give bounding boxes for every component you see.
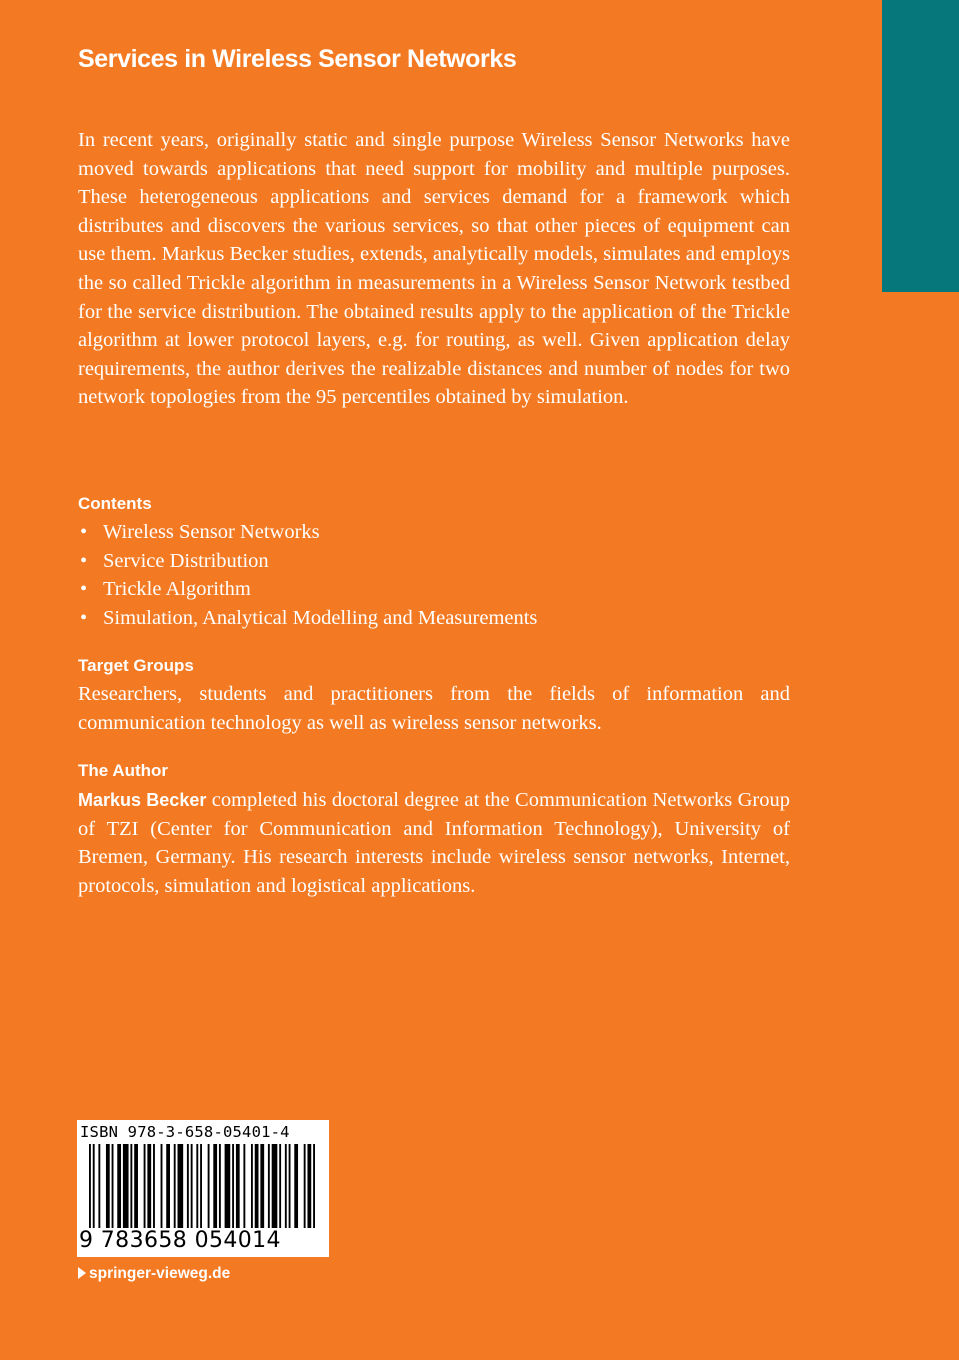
barcode-bar bbox=[285, 1144, 287, 1228]
barcode-bar bbox=[268, 1144, 270, 1228]
barcode-bar bbox=[243, 1144, 245, 1228]
barcode-bar bbox=[255, 1144, 259, 1228]
barcode-bar bbox=[289, 1144, 291, 1228]
list-item: • Service Distribution bbox=[78, 547, 790, 576]
author-heading: The Author bbox=[78, 761, 169, 780]
barcode-bar bbox=[213, 1144, 217, 1228]
barcode-bar bbox=[272, 1144, 278, 1228]
barcode-bar bbox=[134, 1144, 138, 1228]
barcode-bar bbox=[98, 1144, 100, 1228]
bullet-icon: • bbox=[80, 521, 88, 543]
isbn-barcode bbox=[77, 1120, 329, 1257]
barcode-bar bbox=[313, 1144, 315, 1228]
bullet-icon: • bbox=[80, 606, 88, 629]
barcode-bar bbox=[304, 1144, 306, 1228]
barcode-bar bbox=[166, 1144, 170, 1228]
barcode-bar bbox=[191, 1144, 193, 1228]
contents-list bbox=[78, 518, 790, 632]
barcode-bar bbox=[225, 1144, 231, 1228]
barcode-bar bbox=[123, 1144, 129, 1228]
bullet-icon: • bbox=[80, 549, 88, 572]
barcode-bar bbox=[93, 1144, 95, 1228]
barcode-bar bbox=[187, 1144, 189, 1228]
barcode-bar bbox=[161, 1144, 163, 1228]
barcode-bar bbox=[294, 1144, 298, 1228]
author-bio-text: completed his doctoral degree at the Communication Networks Group of TZI (Center for Communication and Information Technology), University of Bremen, Germany. His research interests include wireless sensor networks, Internet, protocols, simulation and logistical applications. bbox=[78, 789, 790, 897]
target-groups-heading: Target Groups bbox=[78, 656, 194, 675]
publisher-link[interactable]: springer-vieweg.de bbox=[78, 1264, 230, 1284]
abstract-paragraph: In recent years, originally static and single purpose Wireless Sensor Networks have moved towards applications that need support for mobility and multiple purposes. These heterogeneous applications and services demand for a framework which distributes and discovers the various services, so that other pieces of equipment can use them. Markus Becker studies, extends, analytically models, simulates and employs the so called Trickle algorithm in measurements in a Wireless Sensor Network testbed for the service distribution. The obtained results apply to the application of the Trickle algorithm at lower protocol layers, e.g. for routing, as well. Given application delay requirements, the author derives the realizable distances and number of nodes for two network topologies from the 95 percentiles obtained by simulation. bbox=[78, 129, 790, 409]
barcode-bar bbox=[307, 1144, 311, 1228]
barcode-bar bbox=[117, 1144, 121, 1228]
barcode-bar bbox=[153, 1144, 155, 1228]
bullet-icon: • bbox=[80, 578, 88, 601]
color-tab bbox=[882, 0, 959, 292]
target-groups-text: Researchers, students and practitioners from the fields of information and communication technology as well as wireless sensor networks. bbox=[78, 683, 790, 734]
barcode-bar bbox=[251, 1144, 253, 1228]
ean-digits: 9 783658 054014 bbox=[79, 1228, 281, 1253]
barcode-bar bbox=[279, 1144, 281, 1228]
barcode-bar bbox=[89, 1144, 91, 1228]
contents-heading: Contents bbox=[78, 494, 152, 513]
book-title: Services in Wireless Sensor Networks bbox=[78, 45, 517, 73]
barcode-bar bbox=[130, 1144, 132, 1228]
barcode-bar bbox=[144, 1144, 146, 1228]
barcode-bar bbox=[147, 1144, 151, 1228]
barcode-bar bbox=[260, 1144, 264, 1228]
barcode-bar bbox=[232, 1144, 234, 1228]
list-item: • Wireless Sensor Networks bbox=[78, 518, 790, 547]
isbn-number: ISBN 978-3-658-05401-4 bbox=[80, 1123, 290, 1141]
author-name: Markus Becker bbox=[78, 790, 207, 810]
arrow-right-icon bbox=[78, 1267, 86, 1279]
list-item: • Trickle Algorithm bbox=[78, 575, 790, 604]
barcode-bar bbox=[196, 1144, 198, 1228]
author-bio bbox=[78, 786, 790, 900]
barcode-bar bbox=[200, 1144, 202, 1228]
barcode-bar bbox=[219, 1144, 221, 1228]
list-item: • Simulation, Analytical Modelling and Measurements bbox=[78, 604, 790, 633]
barcode-bar bbox=[236, 1144, 240, 1228]
barcode-bars bbox=[89, 1144, 317, 1228]
barcode-bar bbox=[178, 1144, 184, 1228]
barcode-bar bbox=[106, 1144, 110, 1228]
barcode-bar bbox=[208, 1144, 210, 1228]
barcode-bar bbox=[112, 1144, 114, 1228]
barcode-bar bbox=[174, 1144, 176, 1228]
